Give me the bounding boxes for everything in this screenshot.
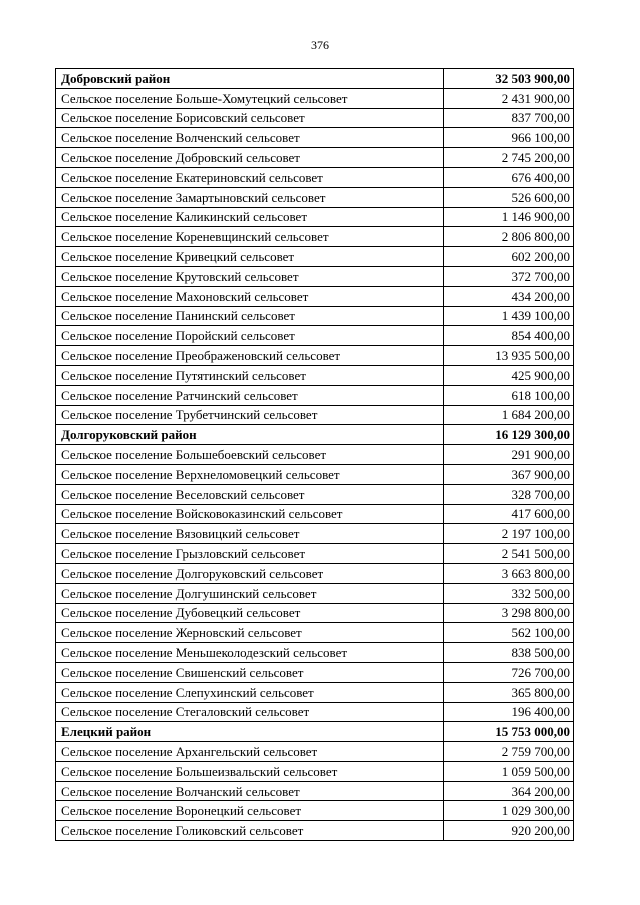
district-total: 32 503 900,00 — [444, 69, 574, 89]
settlement-name: Сельское поселение Каликинский сельсовет — [56, 207, 444, 227]
settlement-amount: 417 600,00 — [444, 504, 574, 524]
page-number: 376 — [311, 38, 329, 52]
district-row — [56, 69, 574, 89]
settlement-amount: 372 700,00 — [444, 266, 574, 286]
settlement-row — [56, 544, 574, 564]
settlement-name: Сельское поселение Волченский сельсовет — [56, 128, 444, 148]
settlement-name: Сельское поселение Большеизвальский сельсовет — [56, 761, 444, 781]
settlement-row — [56, 742, 574, 762]
district-row — [56, 722, 574, 742]
settlement-row — [56, 623, 574, 643]
settlement-amount: 365 800,00 — [444, 682, 574, 702]
district-total: 16 129 300,00 — [444, 425, 574, 445]
district-total: 15 753 000,00 — [444, 722, 574, 742]
settlement-row — [56, 385, 574, 405]
district-row — [56, 425, 574, 445]
settlement-row — [56, 108, 574, 128]
settlement-row — [56, 702, 574, 722]
settlement-name: Сельское поселение Свишенский сельсовет — [56, 662, 444, 682]
settlement-name: Сельское поселение Больше-Хомутецкий сельсовет — [56, 88, 444, 108]
settlement-amount: 2 541 500,00 — [444, 544, 574, 564]
settlement-row — [56, 148, 574, 168]
settlement-amount: 618 100,00 — [444, 385, 574, 405]
settlement-name: Сельское поселение Дубовецкий сельсовет — [56, 603, 444, 623]
settlement-row — [56, 405, 574, 425]
settlement-amount: 562 100,00 — [444, 623, 574, 643]
settlement-amount: 526 600,00 — [444, 187, 574, 207]
settlement-name: Сельское поселение Веселовский сельсовет — [56, 484, 444, 504]
settlement-amount: 13 935 500,00 — [444, 346, 574, 366]
settlement-row — [56, 88, 574, 108]
settlement-amount: 434 200,00 — [444, 286, 574, 306]
settlement-amount: 2 197 100,00 — [444, 524, 574, 544]
settlement-amount: 332 500,00 — [444, 583, 574, 603]
settlement-row — [56, 563, 574, 583]
district-name: Елецкий район — [56, 722, 444, 742]
settlement-name: Сельское поселение Махоновский сельсовет — [56, 286, 444, 306]
settlement-name: Сельское поселение Войсковоказинский сельсовет — [56, 504, 444, 524]
settlement-row — [56, 662, 574, 682]
settlement-row — [56, 484, 574, 504]
settlement-name: Сельское поселение Замартыновский сельсовет — [56, 187, 444, 207]
settlement-name: Сельское поселение Панинский сельсовет — [56, 306, 444, 326]
settlement-amount: 367 900,00 — [444, 464, 574, 484]
settlement-amount: 3 663 800,00 — [444, 563, 574, 583]
settlement-row — [56, 167, 574, 187]
district-name: Добровский район — [56, 69, 444, 89]
settlement-amount: 2 431 900,00 — [444, 88, 574, 108]
settlement-amount: 854 400,00 — [444, 326, 574, 346]
settlement-row — [56, 207, 574, 227]
settlement-row — [56, 227, 574, 247]
settlement-row — [56, 266, 574, 286]
settlement-row — [56, 643, 574, 663]
settlement-name: Сельское поселение Долгоруковский сельсовет — [56, 563, 444, 583]
settlement-name: Сельское поселение Грызловский сельсовет — [56, 544, 444, 564]
settlement-row — [56, 326, 574, 346]
budget-table — [55, 68, 574, 841]
settlement-amount: 3 298 800,00 — [444, 603, 574, 623]
settlement-row — [56, 801, 574, 821]
district-name: Долгоруковский район — [56, 425, 444, 445]
settlement-row — [56, 761, 574, 781]
settlement-row — [56, 781, 574, 801]
settlement-amount: 838 500,00 — [444, 643, 574, 663]
settlement-name: Сельское поселение Архангельский сельсовет — [56, 742, 444, 762]
settlement-row — [56, 445, 574, 465]
settlement-row — [56, 286, 574, 306]
settlement-row — [56, 583, 574, 603]
settlement-row — [56, 346, 574, 366]
settlement-name: Сельское поселение Жерновский сельсовет — [56, 623, 444, 643]
settlement-row — [56, 821, 574, 841]
settlement-name: Сельское поселение Слепухинский сельсовет — [56, 682, 444, 702]
settlement-name: Сельское поселение Трубетчинский сельсовет — [56, 405, 444, 425]
budget-table-body — [56, 69, 574, 841]
settlement-amount: 920 200,00 — [444, 821, 574, 841]
settlement-name: Сельское поселение Кривецкий сельсовет — [56, 247, 444, 267]
settlement-name: Сельское поселение Поройский сельсовет — [56, 326, 444, 346]
settlement-row — [56, 524, 574, 544]
settlement-amount: 1 029 300,00 — [444, 801, 574, 821]
settlement-name: Сельское поселение Екатериновский сельсовет — [56, 167, 444, 187]
settlement-row — [56, 682, 574, 702]
settlement-amount: 291 900,00 — [444, 445, 574, 465]
settlement-name: Сельское поселение Путятинский сельсовет — [56, 365, 444, 385]
settlement-name: Сельское поселение Долгушинский сельсовет — [56, 583, 444, 603]
settlement-amount: 425 900,00 — [444, 365, 574, 385]
settlement-amount: 2 745 200,00 — [444, 148, 574, 168]
settlement-row — [56, 365, 574, 385]
settlement-amount: 1 059 500,00 — [444, 761, 574, 781]
settlement-row — [56, 247, 574, 267]
settlement-name: Сельское поселение Борисовский сельсовет — [56, 108, 444, 128]
settlement-name: Сельское поселение Верхнеломовецкий сельсовет — [56, 464, 444, 484]
settlement-name: Сельское поселение Большебоевский сельсовет — [56, 445, 444, 465]
settlement-amount: 1 146 900,00 — [444, 207, 574, 227]
settlement-amount: 2 759 700,00 — [444, 742, 574, 762]
settlement-amount: 364 200,00 — [444, 781, 574, 801]
settlement-amount: 2 806 800,00 — [444, 227, 574, 247]
settlement-name: Сельское поселение Крутовский сельсовет — [56, 266, 444, 286]
settlement-name: Сельское поселение Воронецкий сельсовет — [56, 801, 444, 821]
settlement-name: Сельское поселение Кореневщинский сельсовет — [56, 227, 444, 247]
settlement-name: Сельское поселение Меньшеколодезский сельсовет — [56, 643, 444, 663]
settlement-name: Сельское поселение Волчанский сельсовет — [56, 781, 444, 801]
settlement-amount: 1 684 200,00 — [444, 405, 574, 425]
settlement-name: Сельское поселение Добровский сельсовет — [56, 148, 444, 168]
settlement-amount: 726 700,00 — [444, 662, 574, 682]
settlement-row — [56, 603, 574, 623]
settlement-amount: 676 400,00 — [444, 167, 574, 187]
settlement-name: Сельское поселение Преображеновский сельсовет — [56, 346, 444, 366]
settlement-row — [56, 504, 574, 524]
settlement-amount: 328 700,00 — [444, 484, 574, 504]
settlement-name: Сельское поселение Голиковский сельсовет — [56, 821, 444, 841]
settlement-row — [56, 306, 574, 326]
settlement-row — [56, 464, 574, 484]
settlement-amount: 196 400,00 — [444, 702, 574, 722]
settlement-amount: 837 700,00 — [444, 108, 574, 128]
settlement-amount: 602 200,00 — [444, 247, 574, 267]
settlement-amount: 1 439 100,00 — [444, 306, 574, 326]
settlement-row — [56, 187, 574, 207]
settlement-amount: 966 100,00 — [444, 128, 574, 148]
settlement-row — [56, 128, 574, 148]
settlement-name: Сельское поселение Ратчинский сельсовет — [56, 385, 444, 405]
settlement-name: Сельское поселение Стегаловский сельсовет — [56, 702, 444, 722]
settlement-name: Сельское поселение Вязовицкий сельсовет — [56, 524, 444, 544]
